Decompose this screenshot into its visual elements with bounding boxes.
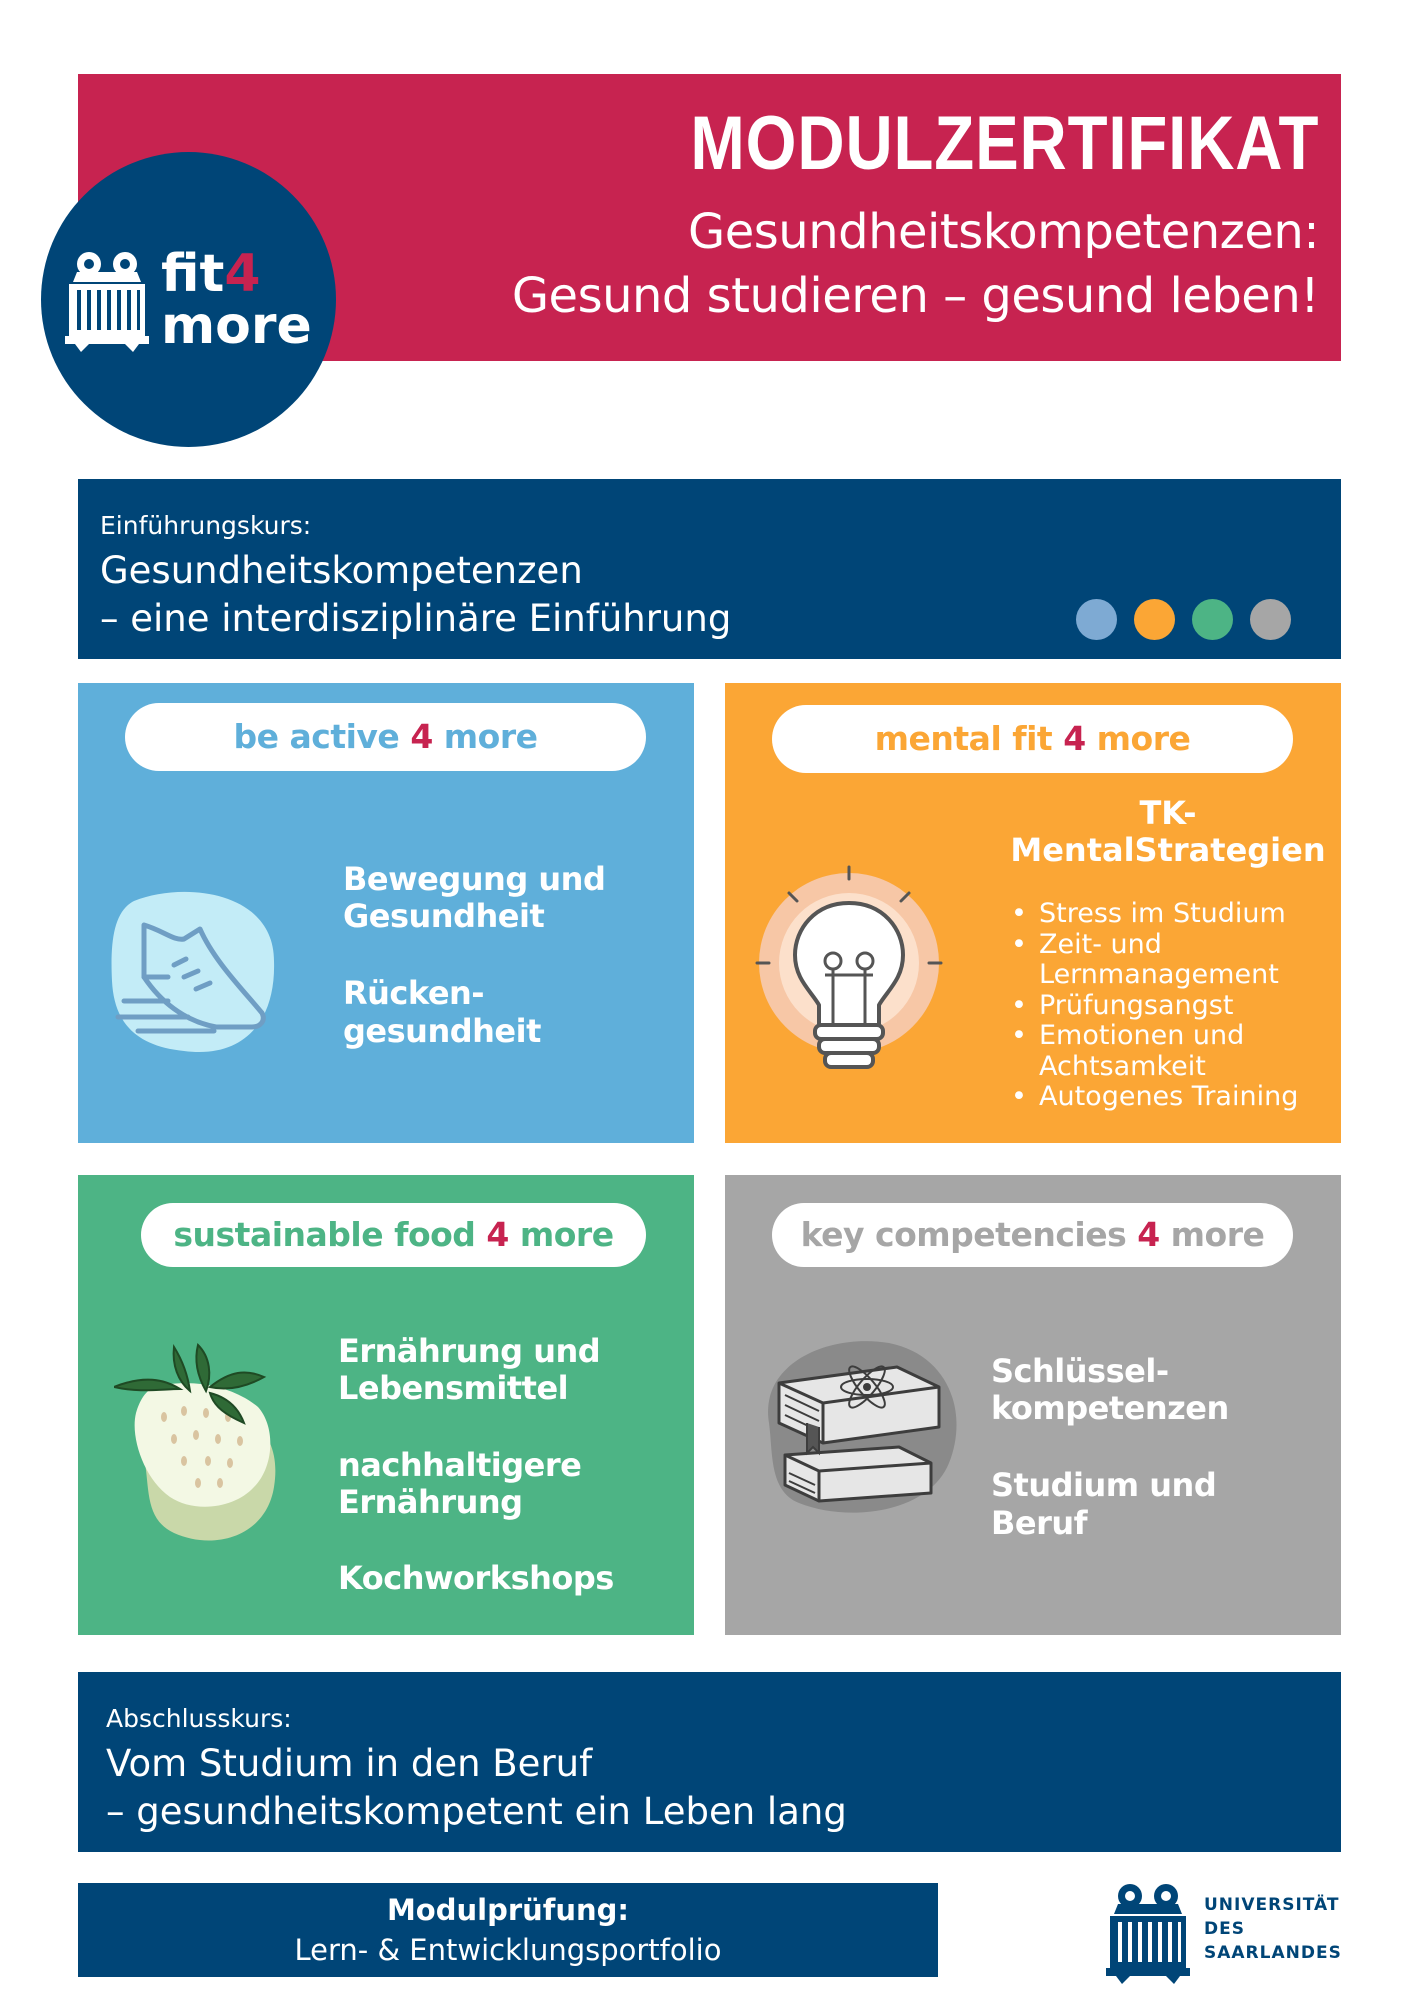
mental-topic-list bbox=[1003, 899, 1298, 1113]
active-item2-line2: gesundheit bbox=[343, 1012, 541, 1050]
green-dot bbox=[1192, 599, 1233, 640]
pill-be-active: be active 4 more bbox=[125, 703, 646, 771]
key-item2-line1: Studium und bbox=[991, 1466, 1217, 1504]
logo-wordmark-more: more bbox=[161, 296, 312, 356]
food-item1-line1: Ernährung und bbox=[338, 1332, 601, 1370]
key-item1-line1: Schlüssel- bbox=[991, 1352, 1169, 1390]
closing-course-label: Abschlusskurs: bbox=[106, 1704, 292, 1733]
blue-dot bbox=[1076, 599, 1117, 640]
intro-course-title-line1: Gesundheitskompetenzen bbox=[100, 549, 583, 592]
sneaker-icon bbox=[104, 881, 284, 1061]
university-owl-icon bbox=[59, 248, 155, 352]
university-name: UNIVERSITÄT DES SAARLANDES bbox=[1204, 1895, 1342, 1963]
key-item1-line2: kompetenzen bbox=[991, 1389, 1229, 1427]
module-exam-subtitle: Lern- & Entwicklungsportfolio bbox=[294, 1933, 722, 1967]
module-exam-title: Modulprüfung: bbox=[386, 1893, 630, 1927]
university-owl-icon bbox=[1100, 1880, 1196, 1984]
intro-course-band bbox=[78, 479, 1341, 659]
strawberry-icon bbox=[114, 1327, 314, 1557]
pill-mental-fit: mental fit 4 more bbox=[772, 705, 1293, 773]
list-item: • Emotionen und bbox=[1003, 1021, 1298, 1052]
key-item2-line2: Beruf bbox=[991, 1504, 1088, 1542]
list-item: • Prüfungsangst bbox=[1003, 991, 1298, 1022]
lightbulb-icon bbox=[749, 863, 949, 1083]
list-item: • Autogenes Training bbox=[1003, 1082, 1298, 1113]
food-item2-line1: nachhaltigere bbox=[338, 1446, 582, 1484]
card-mental-fit bbox=[725, 683, 1341, 1143]
food-item1-line2: Lebensmittel bbox=[338, 1369, 569, 1407]
list-item: Lernmanagement bbox=[1039, 959, 1279, 990]
module-exam-band bbox=[78, 1883, 938, 1977]
intro-course-title-line2: – eine interdisziplinäre Einführung bbox=[100, 597, 732, 640]
certificate-title: MODULZERTIFIKAT bbox=[690, 101, 1319, 186]
list-item: Achtsamkeit bbox=[1039, 1050, 1206, 1082]
card-sustainable-food bbox=[78, 1175, 694, 1635]
food-item2-line2: Ernährung bbox=[338, 1483, 523, 1521]
closing-course-title-line1: Vom Studium in den Beruf bbox=[106, 1742, 593, 1785]
active-item1-line1: Bewegung und bbox=[343, 860, 606, 898]
fit4more-logo bbox=[41, 152, 336, 447]
orange-dot bbox=[1134, 599, 1175, 640]
food-item3: Kochworkshops bbox=[338, 1559, 614, 1597]
card-key-competencies bbox=[725, 1175, 1341, 1635]
active-item2-line1: Rücken- bbox=[343, 974, 485, 1012]
tk-mentalstrategien-heading: TK- MentalStrategien bbox=[1010, 794, 1326, 869]
certificate-subtitle-line1: Gesundheitskompetenzen: bbox=[688, 204, 1319, 260]
card-be-active bbox=[78, 683, 694, 1143]
closing-course-title-line2: – gesundheitskompetent ein Leben lang bbox=[106, 1790, 847, 1833]
list-item: • Zeit- und bbox=[1003, 930, 1298, 961]
books-atom-icon bbox=[749, 1323, 969, 1523]
list-item: • Stress im Studium bbox=[1003, 899, 1298, 930]
pill-key-competencies: key competencies 4 more bbox=[772, 1203, 1293, 1267]
pill-sustainable-food: sustainable food 4 more bbox=[141, 1203, 646, 1267]
gray-dot bbox=[1250, 599, 1291, 640]
active-item1-line2: Gesundheit bbox=[343, 897, 545, 935]
closing-course-band bbox=[78, 1672, 1341, 1852]
logo-wordmark-fit: fit4 bbox=[161, 244, 261, 304]
intro-course-label: Einführungskurs: bbox=[100, 511, 312, 540]
certificate-subtitle-line2: Gesund studieren – gesund leben! bbox=[511, 268, 1319, 324]
